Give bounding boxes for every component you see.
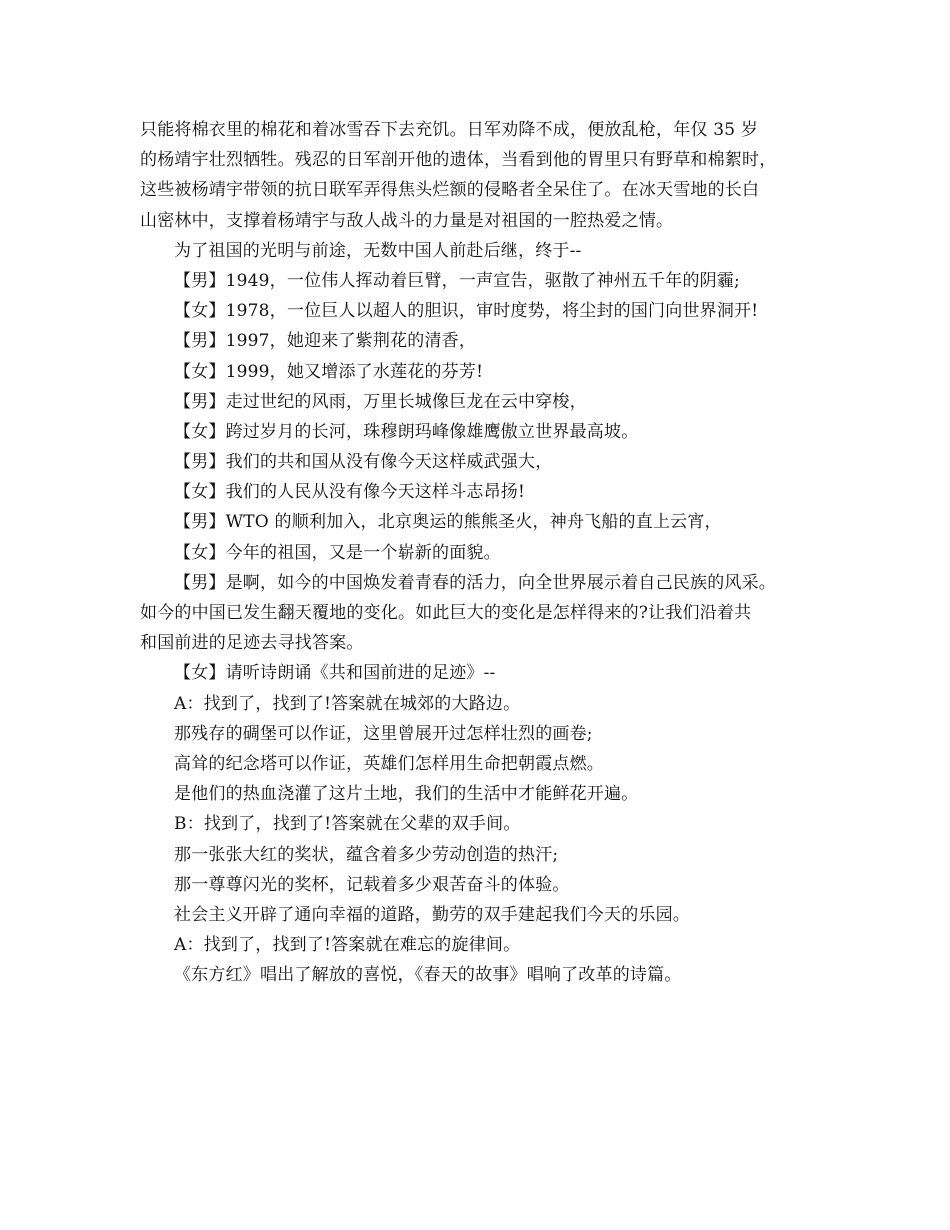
- dialogue-line-male: 【男】我们的共和国从没有像今天这样威武强大，: [174, 452, 553, 473]
- text-line: 只能将棉衣里的棉花和着冰雪吞下去充饥。日军劝降不成，便放乱枪，年仅 35 岁: [140, 120, 759, 140]
- dialogue-line-male: 【男】1949，一位伟人挥动着巨臂，一声宣告，驱散了神州五千年的阴霾;: [174, 270, 740, 291]
- poem-line: 那一尊尊闪光的奖杯，记载着多少艰苦奋斗的体验。: [174, 874, 570, 895]
- dialogue-line-female: 【女】1978，一位巨人以超人的胆识，审时度势，将尘封的国门向世界洞开!: [174, 301, 759, 322]
- text-line: 这些被杨靖宇带领的抗日联军弄得焦头烂额的侵略者全呆住了。在冰天雪地的长白: [140, 180, 760, 201]
- poem-line: 社会主义开辟了通向幸福的道路，勤劳的双手建起我们今天的乐园。: [174, 904, 690, 925]
- text-line: 的杨靖宇壮烈牺牲。残忍的日军剖开他的遗体，当看到他的胃里只有野草和棉絮时，: [140, 150, 777, 171]
- text-line: 如今的中国已发生翻天覆地的变化。如此巨大的变化是怎样得来的?让我们沿着共: [140, 603, 752, 623]
- poem-line: A：找到了，找到了!答案就在城郊的大路边。: [174, 693, 521, 714]
- dialogue-line-male: 【男】WTO 的顺利加入，北京奥运的熊熊圣火，神舟飞船的直上云宵，: [174, 512, 722, 533]
- poem-line: 那残存的碉堡可以作证，这里曾展开过怎样壮烈的画卷;: [174, 723, 593, 744]
- dialogue-line-female: 【女】请听诗朗诵《共和国前进的足迹》--: [174, 663, 496, 684]
- paragraph-line: 为了祖国的光明与前途，无数中国人前赴后继，终于--: [174, 240, 582, 261]
- text-line: 和国前进的足迹去寻找答案。: [140, 633, 364, 654]
- poem-line: B：找到了，找到了!答案就在父辈的双手间。: [174, 814, 521, 835]
- dialogue-line-female: 【女】1999，她又增添了水莲花的芬芳!: [174, 361, 484, 382]
- poem-line: 那一张张大红的奖状，蕴含着多少劳动创造的热汗;: [174, 844, 559, 865]
- document-body: [140, 115, 820, 990]
- dialogue-line-male: 【男】走过世纪的风雨，万里长城像巨龙在云中穿梭，: [174, 391, 587, 412]
- dialogue-line-male: 【男】1997，她迎来了紫荆花的清香，: [174, 331, 477, 352]
- text-line: 山密林中，支撑着杨靖宇与敌人战斗的力量是对祖国的一腔热爱之情。: [140, 210, 674, 231]
- poem-line: A：找到了，找到了!答案就在难忘的旋律间。: [174, 935, 521, 956]
- dialogue-line-male: 【男】是啊，如今的中国焕发着青春的活力，向全世界展示着自己民族的风采。: [174, 572, 776, 593]
- poem-line: 高耸的纪念塔可以作证，英雄们怎样用生命把朝霞点燃。: [174, 753, 604, 774]
- dialogue-line-female: 【女】今年的祖国，又是一个崭新的面貌。: [174, 542, 501, 563]
- poem-line: 是他们的热血浇灌了这片土地，我们的生活中才能鲜花开遍。: [174, 784, 639, 805]
- dialogue-line-female: 【女】跨过岁月的长河，珠穆朗玛峰像雄鹰傲立世界最高坡。: [174, 421, 639, 442]
- dialogue-line-female: 【女】我们的人民从没有像今天这样斗志昂扬!: [174, 482, 526, 503]
- poem-line: 《东方红》唱出了解放的喜悦，《春天的故事》唱响了改革的诗篇。: [174, 965, 682, 986]
